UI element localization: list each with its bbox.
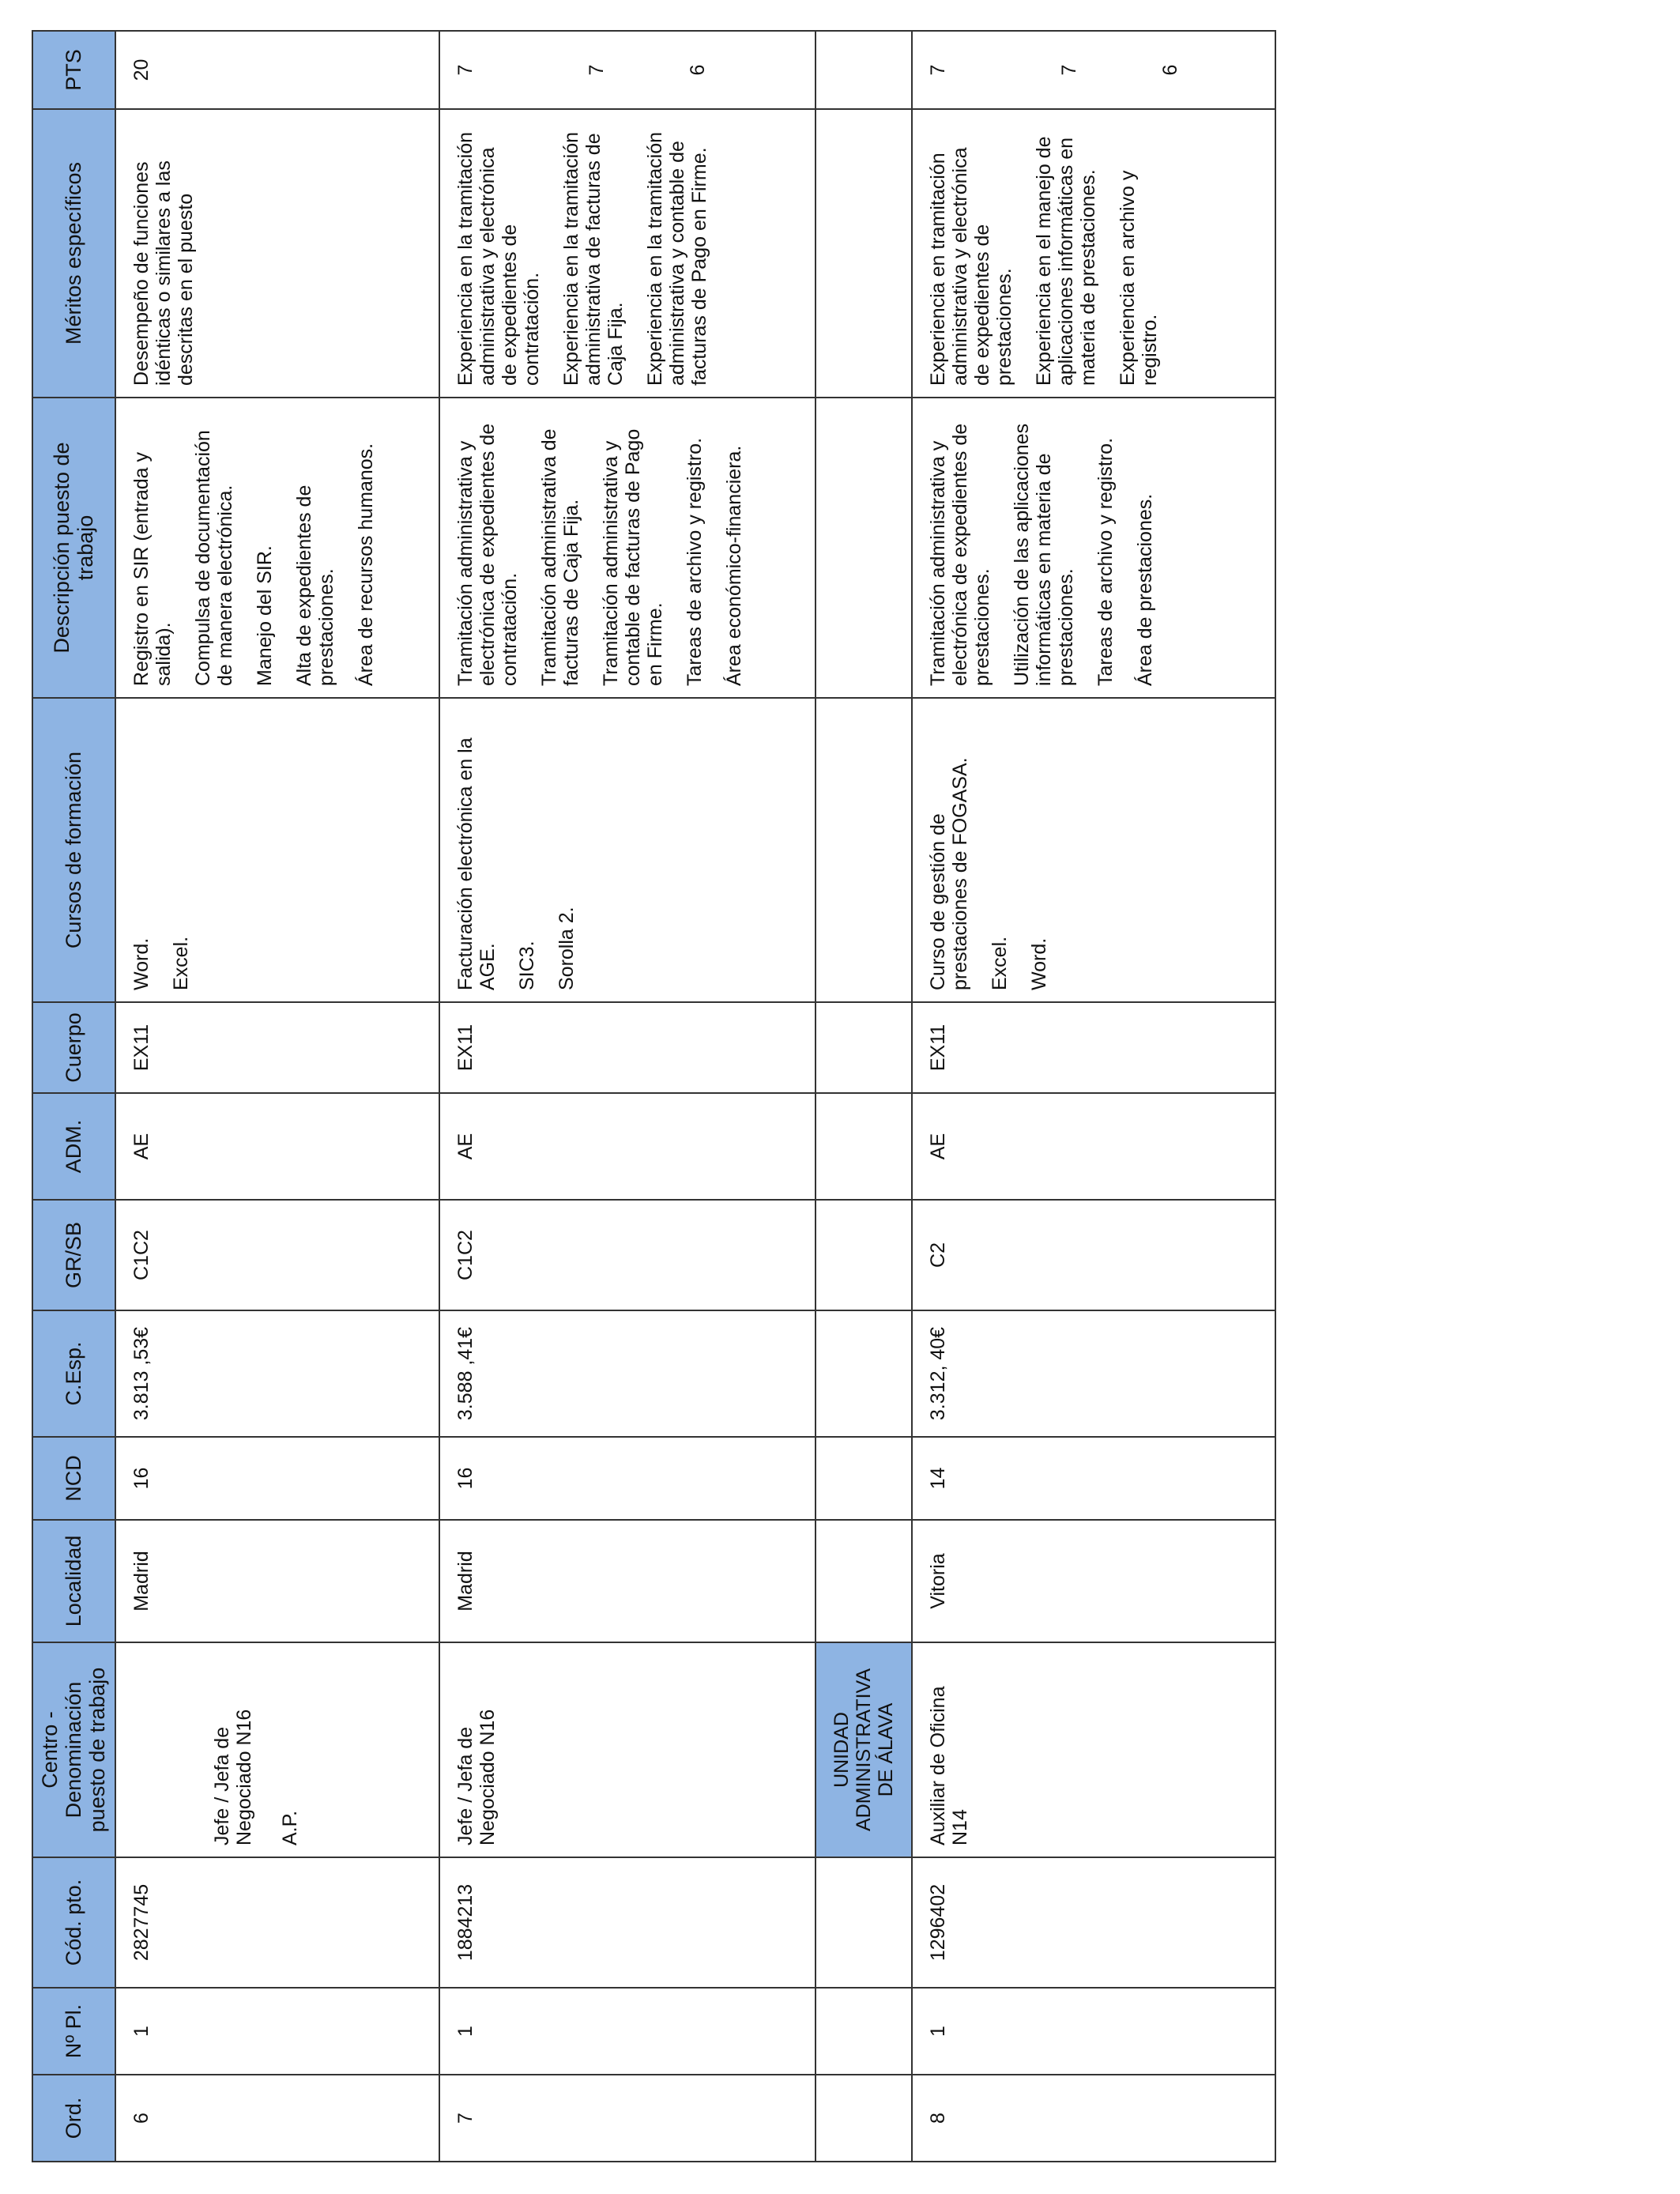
cell-meritos: [439, 109, 816, 398]
curso-item: Curso de gestión de prestaciones de FOGASA.: [926, 757, 971, 990]
cell-cuerpo: EX11: [439, 1002, 816, 1093]
cell-localidad: Madrid: [439, 1520, 816, 1642]
cell-meritos: [115, 109, 439, 398]
header-descripcion: Descripción puesto de trabajo: [32, 398, 115, 698]
cell-cuerpo: EX11: [912, 1002, 1275, 1093]
cell-empty: [816, 1437, 912, 1520]
cell-empty: [816, 1520, 912, 1642]
header-cuerpo: Cuerpo: [32, 1002, 115, 1093]
pts-value: 7: [454, 64, 477, 76]
table-row: [912, 31, 1275, 2162]
cell-localidad: Madrid: [115, 1520, 439, 1642]
cell-empty: [816, 1093, 912, 1200]
descripcion-item: Tramitación administrativa y electrónica de expedientes de prestaciones.: [926, 423, 993, 686]
cell-ncd: 14: [912, 1437, 1275, 1520]
descripcion-item: Tareas de archivo y registro.: [683, 437, 706, 686]
cell-grsb: C1C2: [439, 1200, 816, 1310]
cell-npl: 1: [115, 1988, 439, 2075]
header-grsb: GR/SB: [32, 1200, 115, 1310]
cell-empty: [816, 109, 912, 398]
descripcion-item: Área económico-financiera.: [722, 445, 745, 686]
header-row: [32, 31, 115, 2162]
cell-empty: [816, 1988, 912, 2075]
cell-cod: 1296402: [912, 1857, 1275, 1988]
header-adm: ADM.: [32, 1093, 115, 1200]
table-row: [115, 31, 439, 2162]
merito-item: Experiencia en la tramitación administrativa de facturas de Caja Fija.: [559, 132, 627, 386]
cell-cod: 1884213: [439, 1857, 816, 1988]
rotated-page: [32, 32, 1225, 2162]
cell-denominacion: [439, 1642, 816, 1857]
cell-cesp: 3.813 ,53€: [115, 1310, 439, 1437]
header-cod: Cód. pto.: [32, 1857, 115, 1988]
cell-empty: [816, 698, 912, 1002]
header-meritos: Méritos específicos: [32, 109, 115, 398]
descripcion-item: Área de recursos humanos.: [354, 443, 377, 686]
cell-descripcion: [439, 398, 816, 698]
pts-value: 6: [686, 64, 709, 76]
pts-value: 6: [1158, 64, 1181, 76]
denominacion-line: Jefe / Jefa de Negociado N16: [454, 1709, 499, 1845]
descripcion-item: Tramitación administrativa de facturas de Caja Fija.: [537, 428, 582, 686]
cell-ord: 7: [439, 2075, 816, 2162]
curso-item: Excel.: [988, 936, 1011, 990]
cell-denominacion: [115, 1642, 439, 1857]
header-localidad: Localidad: [32, 1520, 115, 1642]
section-row: [816, 31, 912, 2162]
section-title: UNIDAD ADMINISTRATIVA DE ÁLAVA: [816, 1642, 912, 1857]
curso-item: Word.: [130, 937, 153, 990]
cell-descripcion: [912, 398, 1275, 698]
cell-cuerpo: EX11: [115, 1002, 439, 1093]
cell-meritos: [912, 109, 1275, 398]
pts-value: 7: [585, 64, 608, 76]
descripcion-item: Utilización de las aplicaciones informáticas en materia de prestaciones.: [1010, 423, 1077, 686]
cell-adm: AE: [115, 1093, 439, 1200]
cell-cesp: 3.588 ,41€: [439, 1310, 816, 1437]
cell-ncd: 16: [439, 1437, 816, 1520]
merito-item: Experiencia en tramitación administrativa y electrónica de expedientes de prestaciones.: [926, 147, 1015, 386]
curso-item: SIC3.: [515, 941, 538, 990]
descripcion-item: Tareas de archivo y registro.: [1094, 437, 1117, 686]
cell-cursos: [439, 698, 816, 1002]
header-npl: Nº Pl.: [32, 1988, 115, 2075]
curso-item: Facturación electrónica en la AGE.: [454, 737, 499, 990]
merito-item: Experiencia en el manejo de aplicaciones informáticas en materia de prestaciones.: [1032, 136, 1099, 386]
cell-ord: 8: [912, 2075, 1275, 2162]
header-pts: PTS: [32, 31, 115, 109]
cell-empty: [816, 1200, 912, 1310]
curso-item: Sorolla 2.: [555, 907, 578, 990]
cell-adm: AE: [439, 1093, 816, 1200]
merito-item: Experiencia en archivo y registro.: [1116, 170, 1161, 386]
cell-empty: [816, 1002, 912, 1093]
descripcion-item: Tramitación administrativa y contable de facturas de Pago en Firme.: [599, 428, 666, 686]
cell-localidad: Vitoria: [912, 1520, 1275, 1642]
curso-item: Excel.: [169, 936, 192, 990]
denominacion-line: Auxiliar de Oficina N14: [926, 1686, 971, 1845]
header-denominacion: Centro - Denominación puesto de trabajo: [32, 1642, 115, 1857]
cell-adm: AE: [912, 1093, 1275, 1200]
descripcion-item: Registro en SIR (entrada y salida).: [130, 452, 175, 686]
cell-npl: 1: [439, 1988, 816, 2075]
cell-descripcion: [115, 398, 439, 698]
merito-item: Experiencia en la tramitación administrativa y contable de facturas de Pago en Firme.: [643, 132, 710, 386]
merito-item: Desempeño de funciones idénticas o similares a las descritas en el puesto: [130, 160, 197, 386]
cell-cursos: [912, 698, 1275, 1002]
denominacion-line: A.P.: [278, 1810, 301, 1845]
descripcion-item: Alta de expedientes de prestaciones.: [292, 484, 337, 686]
cell-npl: 1: [912, 1988, 1275, 2075]
cell-cursos: [115, 698, 439, 1002]
cell-denominacion: [912, 1642, 1275, 1857]
cell-empty: [816, 398, 912, 698]
cell-empty: [816, 1857, 912, 1988]
descripcion-item: Área de prestaciones.: [1133, 493, 1156, 686]
cell-grsb: C1C2: [115, 1200, 439, 1310]
denominacion-line: Jefe / Jefa de Negociado N16: [210, 1709, 255, 1845]
cell-empty: [816, 31, 912, 109]
pts-value: 7: [1057, 64, 1080, 76]
job-positions-table: [32, 30, 1276, 2162]
descripcion-item: Tramitación administrativa y electrónica de expedientes de contratación.: [454, 423, 521, 686]
cell-grsb: C2: [912, 1200, 1275, 1310]
merito-item: Experiencia en la tramitación administrativa y electrónica de expedientes de contratación.: [454, 132, 543, 386]
curso-item: Word.: [1027, 937, 1050, 990]
header-ord: Ord.: [32, 2075, 115, 2162]
cell-empty: [816, 2075, 912, 2162]
header-cesp: C.Esp.: [32, 1310, 115, 1437]
pts-value: 20: [130, 58, 153, 81]
descripcion-item: Manejo del SIR.: [253, 545, 276, 686]
descripcion-item: Compulsa de documentación de manera electrónica.: [191, 430, 236, 686]
pts-value: 7: [926, 64, 949, 76]
cell-empty: [816, 1310, 912, 1437]
cell-pts: [912, 31, 1275, 109]
header-cursos: Cursos de formación: [32, 698, 115, 1002]
cell-ncd: 16: [115, 1437, 439, 1520]
header-ncd: NCD: [32, 1437, 115, 1520]
cell-pts: [439, 31, 816, 109]
cell-cesp: 3.312, 40€: [912, 1310, 1275, 1437]
cell-cod: 2827745: [115, 1857, 439, 1988]
cell-pts: [115, 31, 439, 109]
table-row: [439, 31, 816, 2162]
cell-ord: 6: [115, 2075, 439, 2162]
